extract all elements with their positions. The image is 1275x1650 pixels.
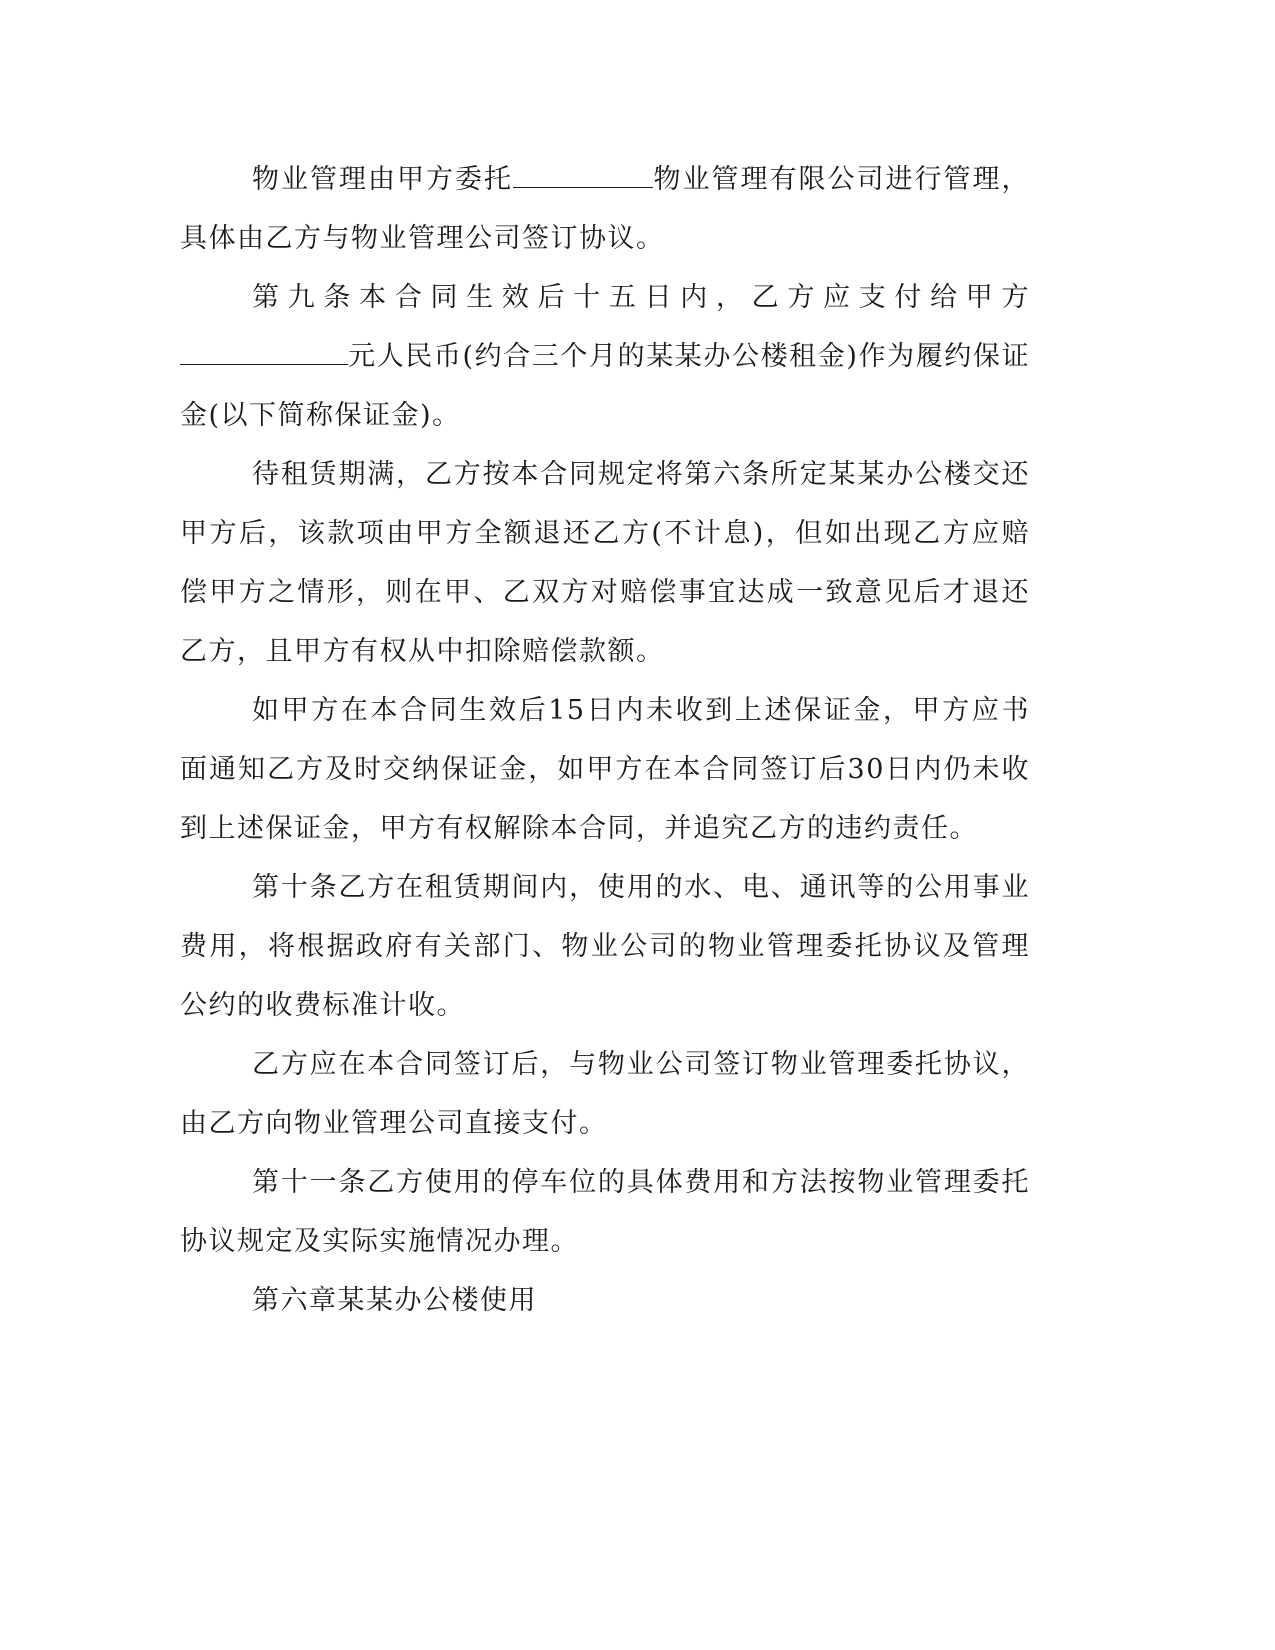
paragraph-text: 元人民币(约合三个月的某某办公楼租金)作为履约保证金(以下简称保证金)。	[180, 341, 1030, 431]
paragraph-text: 物业管理由甲方委托	[252, 164, 513, 195]
paragraph-article-11: 第十一条乙方使用的停车位的具体费用和方法按物业管理委托协议规定及实际实施情况办理。	[180, 1167, 1030, 1257]
paragraph-deposit-default: 如甲方在本合同生效后15日内未收到上述保证金，甲方应书面通知乙方及时交纳保证金，如甲方在本合同签订后30日内仍未收到上述保证金，甲方有权解除本合同，并追究乙方的违约责任。	[180, 695, 1030, 844]
paragraph-property-management	[180, 150, 1030, 268]
paragraph-text: 第九条本合同生效后十五日内，乙方应支付给甲方	[252, 282, 1030, 313]
chapter-heading: 第六章某某办公楼使用	[252, 1285, 537, 1316]
paragraph-deposit-refund: 待租赁期满，乙方按本合同规定将第六条所定某某办公楼交还甲方后，该款项由甲方全额退还乙方(不计息)，但如出现乙方应赔偿甲方之情形，则在甲、乙双方对赔偿事宜达成一致意见后才退还乙方，且甲方有权从中扣除赔偿款额。	[180, 459, 1030, 667]
fill-in-blank	[513, 161, 653, 188]
fill-in-blank	[180, 338, 348, 365]
document-body	[180, 150, 1030, 1330]
paragraph-payment: 乙方应在本合同签订后，与物业公司签订物业管理委托协议，由乙方向物业管理公司直接支付。	[180, 1049, 1030, 1139]
paragraph-article-10: 第十条乙方在租赁期间内，使用的水、电、通讯等的公用事业费用，将根据政府有关部门、物业公司的物业管理委托协议及管理公约的收费标准计收。	[180, 872, 1030, 1021]
paragraph-text: 物业管理有限公司进行管理，具体由乙方与物业管理公司签订协议。	[180, 164, 1030, 254]
paragraph-article-9	[180, 268, 1030, 445]
